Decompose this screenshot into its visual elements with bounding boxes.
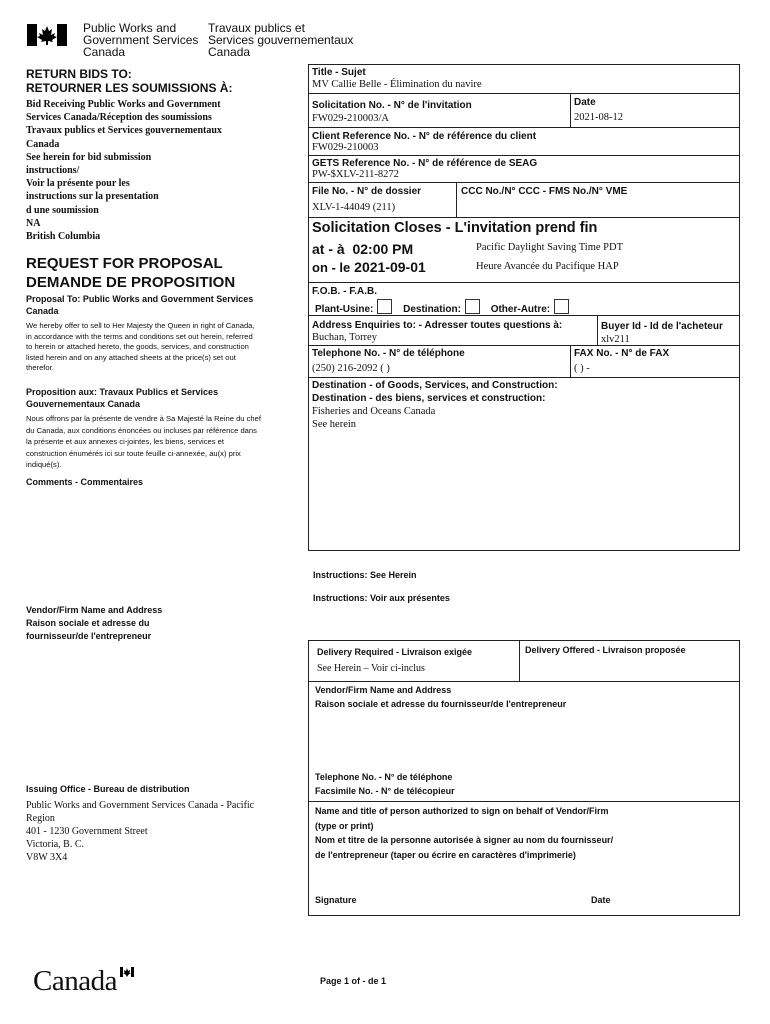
gets-reference-value: PW-$XLV-211-8272: [312, 169, 399, 180]
fax-label: FAX No. - N° de FAX: [574, 348, 670, 359]
vendor-address-label: Raison sociale et adresse du fournisseur/de l'entrepreneur: [315, 699, 567, 709]
proposal-to-heading: Proposal To: Public Works and Government Services Canada: [26, 294, 254, 316]
wordmark-flag-icon: [120, 964, 134, 974]
department-name-en: Public Works and Government Services Canada: [83, 21, 199, 59]
delivery-required-value: See Herein – Voir ci-inclus: [317, 663, 425, 674]
fob-options: Plant-Usine: Destination: Other-Autre:: [315, 299, 573, 315]
signature-label: Signature: [315, 895, 357, 905]
delivery-required-label: Delivery Required - Livraison exigée: [317, 647, 473, 657]
proposal-to-text: We hereby offer to sell to Her Majesty the Queen in right of Canada, in accordance with the terms and conditions set out herein, referred to herein or attached hereto, the goods, services, and construction listed herein and on any attached sheets at the price(s) set out therefor.: [26, 321, 255, 372]
instructions-fr: Instructions: Voir aux présentes: [313, 593, 450, 603]
canada-flag-icon: [27, 24, 67, 46]
proposition-heading: Proposition aux: Travaux Publics et Services Gouvernementaux Canada: [26, 387, 219, 409]
destination-label-fr: Destination - des biens, services et construction:: [312, 393, 546, 404]
buyer-id-label: Buyer Id - Id de l'acheteur: [601, 321, 723, 332]
vendor-telephone-label: Telephone No. - N° de téléphone: [315, 772, 453, 782]
file-no-label: File No. - N° de dossier: [312, 186, 422, 197]
title-label: Title - Sujet: [312, 67, 366, 78]
date-value: 2021-08-12: [574, 112, 623, 123]
issuing-office-label: Issuing Office - Bureau de distribution: [26, 784, 190, 794]
fax-value: ( ) -: [574, 363, 590, 374]
return-bids-heading-fr: RETOURNER LES SOUMISSIONS À:: [26, 81, 233, 95]
telephone-value: (250) 216-2092 ( ): [312, 363, 390, 374]
destination-value-2: See herein: [312, 419, 357, 430]
title-value: MV Callie Belle - Élimination du navire: [312, 79, 482, 90]
gets-reference-label: GETS Reference No. - N° de référence de SEAG: [312, 158, 538, 169]
solicitation-closes-heading: Solicitation Closes - L'invitation prend fin: [312, 220, 598, 236]
comments-label: Comments - Commentaires: [26, 477, 144, 487]
department-name-fr: Travaux publics et Services gouvernementaux Canada: [208, 21, 354, 59]
request-for-proposal-title: REQUEST FOR PROPOSAL DEMANDE DE PROPOSITION: [26, 255, 236, 291]
vendor-label-left: Vendor/Firm Name and Address Raison sociale et adresse du fournisseur/de l'entrepreneur: [26, 605, 163, 641]
client-reference-value: FW029-210003: [312, 142, 379, 153]
proposition-text: Nous offrons par la présente de vendre à Sa Majesté la Reine du chef du Canada, aux conditions énoncées ou incluses par référence dans la présente et aux annexes ci-jointes, les biens, services et construction énumérés ici sur toute feuille ci-annexée, au(x) prix indiqué(s).: [26, 414, 261, 469]
vendor-name-label: Vendor/Firm Name and Address: [315, 685, 452, 695]
solicitation-no-label: Solicitation No. - N° de l'invitation: [312, 100, 472, 111]
return-bids-heading-en: RETURN BIDS TO:: [26, 67, 132, 81]
address-enquiries-value: Buchan, Torrey: [312, 332, 377, 343]
address-enquiries-label: Address Enquiries to: - Adresser toutes questions à:: [312, 320, 563, 331]
authorized-signer-label: Name and title of person authorized to sign on behalf of Vendor/Firm (type or print) Nom et titre de la personne autorisée à signer au nom du fournisseur/ de l'entrepreneur (taper ou écrire en caractères d'imprimerie): [315, 806, 614, 860]
canada-wordmark: Canada: [33, 965, 117, 997]
closing-time-row: at - à 02:00 PM: [312, 241, 414, 257]
telephone-label: Telephone No. - N° de téléphone: [312, 348, 465, 359]
vendor-fax-label: Facsimile No. - N° de télécopieur: [315, 786, 455, 796]
closing-date-row: on - le 2021-09-01: [312, 259, 426, 275]
file-no-value: XLV-1-44049 (211): [312, 202, 396, 213]
timezone-fr: Heure Avancée du Pacifique HAP: [476, 261, 619, 272]
buyer-id-value: xlv211: [601, 334, 630, 345]
signature-date-label: Date: [591, 895, 611, 905]
solicitation-no-value: FW029-210003/A: [312, 113, 389, 124]
fob-label: F.O.B. - F.A.B.: [312, 286, 377, 297]
ccc-no-label: CCC No./N° CCC - FMS No./N° VME: [461, 186, 628, 197]
delivery-offered-label: Delivery Offered - Livraison proposée: [525, 645, 686, 655]
instructions-en: Instructions: See Herein: [313, 570, 417, 580]
other-checkbox[interactable]: [554, 299, 569, 314]
timezone-en: Pacific Daylight Saving Time PDT: [476, 242, 623, 253]
date-label: Date: [574, 97, 596, 108]
return-address: Bid Receiving Public Works and Government Services Canada/Réception des soumissions Travaux publics et Services gouvernementaux Canada See herein for bid submission instructions/ Voir la présente pour les instructions sur la presentation d une soumission NA British Columbia: [26, 99, 222, 243]
page-number: Page 1 of - de 1: [320, 976, 387, 986]
issuing-office-address: Public Works and Government Services Canada - Pacific Region 401 - 1230 Government Street Victoria, B. C. V8W 3X4: [26, 800, 255, 863]
destination-label-en: Destination - of Goods, Services, and Construction:: [312, 380, 558, 391]
destination-checkbox[interactable]: [465, 299, 480, 314]
client-reference-label: Client Reference No. - N° de référence du client: [312, 131, 537, 142]
destination-value-1: Fisheries and Oceans Canada: [312, 406, 436, 417]
plant-checkbox[interactable]: [377, 299, 392, 314]
